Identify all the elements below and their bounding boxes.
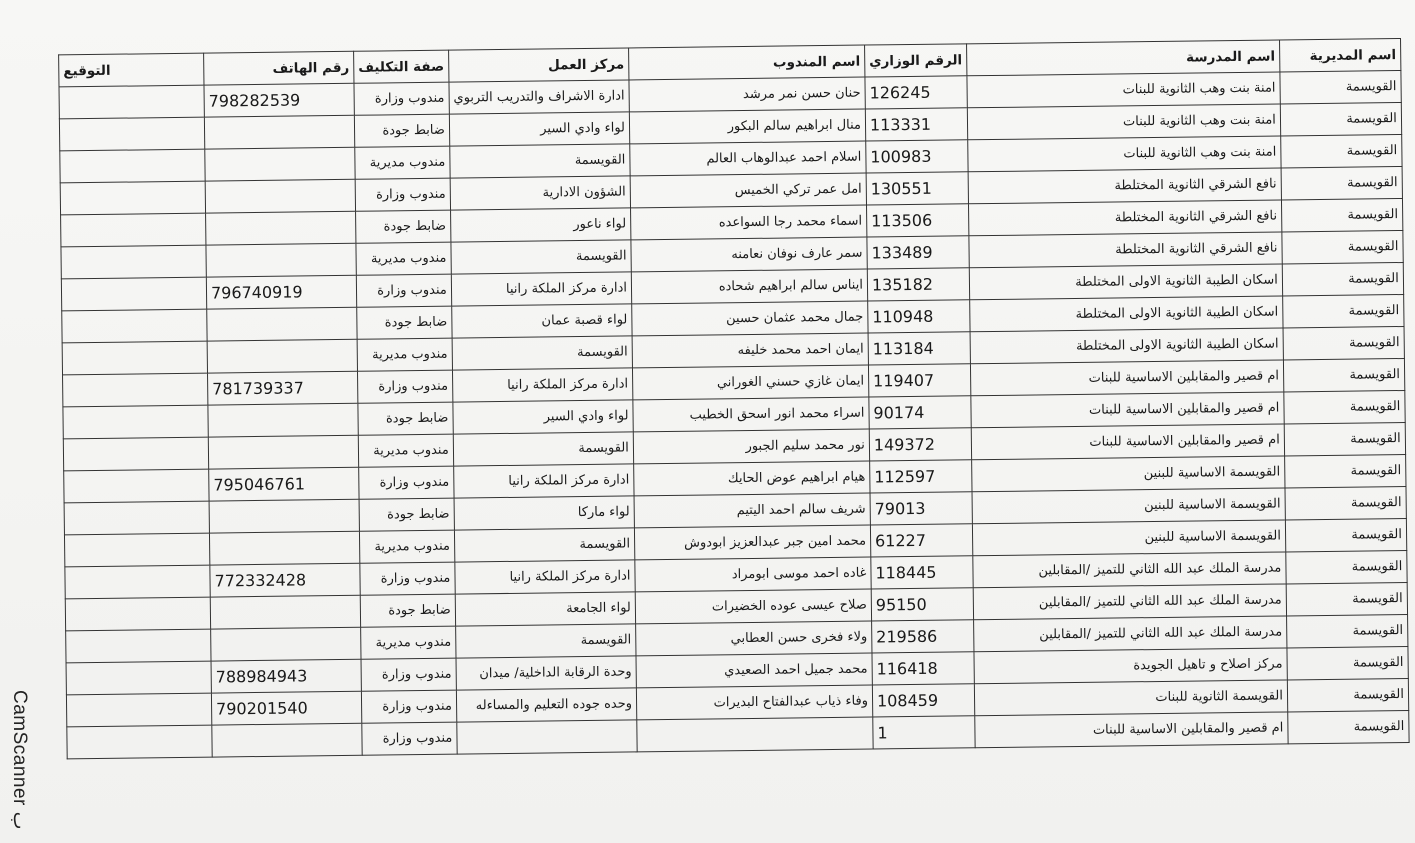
cell-ministry-no: 110948 xyxy=(868,300,970,333)
cell-delegate: ولاء فخرى حسن العطابي xyxy=(636,621,872,656)
cell-work-center: وحدة الرقابة الداخلية/ ميدان xyxy=(456,656,637,690)
cell-school: القويسمة الثانوية للبنات xyxy=(974,680,1287,716)
cell-work-center: ادارة مركز الملكة رانيا xyxy=(451,272,632,306)
cell-school: مركز اصلاح و تاهيل الجويدة xyxy=(974,648,1287,684)
cell-school: ام قصير والمقابلين الاساسية للبنات xyxy=(975,712,1288,748)
cell-delegate: اسراء محمد انور اسحق الخطيب xyxy=(633,397,869,432)
cell-directorate: القويسمة xyxy=(1281,166,1402,199)
header-work-center: مركز العمل xyxy=(448,48,629,82)
cell-assignment: ضابط جودة xyxy=(356,210,451,243)
cell-assignment: مندوب وزارة xyxy=(360,562,455,595)
cell-delegate: محمد جميل احمد الصعيدي xyxy=(636,653,872,688)
cell-delegate: وفاء ذياب عبدالفتاح البديرات xyxy=(636,685,872,720)
cell-assignment: مندوب وزارة xyxy=(356,274,451,307)
cell-phone xyxy=(207,339,357,373)
cell-ministry-no: 126245 xyxy=(865,76,967,109)
cell-work-center xyxy=(457,720,638,754)
cell-directorate: القويسمة xyxy=(1286,582,1407,615)
cell-directorate: القويسمة xyxy=(1288,710,1409,743)
cell-delegate: صلاح عيسى عوده الخضيرات xyxy=(635,589,871,624)
cell-school: مدرسة الملك عبد الله الثاني للتميز /المقابلين xyxy=(973,552,1286,588)
cell-delegate: شريف سالم احمد اليتيم xyxy=(634,493,870,528)
cell-phone: 781739337 xyxy=(208,371,358,405)
cell-phone: 772332428 xyxy=(210,563,360,597)
cell-directorate: القويسمة xyxy=(1287,646,1408,679)
header-signature: التوقيع xyxy=(59,53,204,87)
cell-signature xyxy=(60,181,205,215)
cell-directorate: القويسمة xyxy=(1282,230,1403,263)
cell-work-center: القويسمة xyxy=(451,240,632,274)
cell-phone xyxy=(210,595,360,629)
cell-assignment: مندوب وزارة xyxy=(362,722,457,755)
cell-delegate: غاده احمد موسى ابومراد xyxy=(635,557,871,592)
cell-assignment: مندوب وزارة xyxy=(361,658,456,691)
cell-assignment: ضابط جودة xyxy=(359,498,454,531)
cell-ministry-no: 219586 xyxy=(872,620,974,653)
cell-ministry-no: 108459 xyxy=(872,684,974,717)
cell-ministry-no: 130551 xyxy=(866,172,968,205)
cell-directorate: القويسمة xyxy=(1281,198,1402,231)
cell-phone xyxy=(206,243,356,277)
header-directorate: اسم المديرية xyxy=(1279,39,1400,72)
cell-school: اسكان الطيبة الثانوية الاولى المختلطة xyxy=(970,296,1283,332)
cell-delegate: اسماء محمد رجا السواعده xyxy=(630,205,866,240)
cell-school: مدرسة الملك عبد الله الثاني للتميز /المقابلين xyxy=(973,616,1286,652)
cell-assignment: مندوب وزارة xyxy=(355,178,450,211)
cell-assignment: ضابط جودة xyxy=(357,306,452,339)
cell-signature xyxy=(61,245,206,279)
cell-ministry-no: 90174 xyxy=(869,396,971,429)
header-assignment: صفة التكليف xyxy=(354,50,449,83)
cell-ministry-no: 113184 xyxy=(868,332,970,365)
cell-work-center: ادارة مركز الملكة رانيا xyxy=(452,368,633,402)
cell-directorate: القويسمة xyxy=(1285,518,1406,551)
cell-ministry-no: 113506 xyxy=(866,204,968,237)
cell-school: مدرسة الملك عبد الله الثاني للتميز /المقابلين xyxy=(973,584,1286,620)
cell-signature xyxy=(62,341,207,375)
cell-school: نافع الشرقي الثانوية المختلطة xyxy=(968,168,1281,204)
cell-signature xyxy=(66,661,211,695)
cell-delegate: نور محمد سليم الجبور xyxy=(633,429,869,464)
cell-directorate: القويسمة xyxy=(1284,454,1405,487)
table-body xyxy=(59,71,1409,759)
camscanner-watermark: CamScanner ب xyxy=(9,690,30,830)
cell-signature xyxy=(63,437,208,471)
cell-ministry-no: 61227 xyxy=(870,524,972,557)
cell-work-center: لواء وادي السير xyxy=(453,400,634,434)
cell-ministry-no: 149372 xyxy=(869,428,971,461)
cell-assignment: مندوب وزارة xyxy=(359,466,454,499)
cell-signature xyxy=(65,565,210,599)
cell-directorate: القويسمة xyxy=(1284,422,1405,455)
cell-assignment: مندوب مديرية xyxy=(355,146,450,179)
cell-phone xyxy=(208,403,358,437)
cell-assignment: ضابط جودة xyxy=(354,114,449,147)
cell-work-center: القويسمة xyxy=(450,144,631,178)
cell-school: ام قصير والمقابلين الاساسية للبنات xyxy=(970,360,1283,396)
cell-assignment: مندوب مديرية xyxy=(357,338,452,371)
cell-work-center: ادارة مركز الملكة رانيا xyxy=(453,464,634,498)
cell-ministry-no: 79013 xyxy=(870,492,972,525)
cell-directorate: القويسمة xyxy=(1285,486,1406,519)
cell-ministry-no: 95150 xyxy=(871,588,973,621)
cell-phone xyxy=(211,627,361,661)
cell-phone xyxy=(212,723,362,757)
cell-assignment: مندوب وزارة xyxy=(361,690,456,723)
cell-delegate: هيام ابراهيم عوض الحايك xyxy=(634,461,870,496)
cell-signature xyxy=(66,629,211,663)
cell-phone: 795046761 xyxy=(209,467,359,501)
header-school: اسم المدرسة xyxy=(966,40,1279,76)
cell-work-center: لواء الجامعة xyxy=(455,592,636,626)
cell-school: اسكان الطيبة الثانوية الاولى المختلطة xyxy=(970,328,1283,364)
cell-phone xyxy=(209,531,359,565)
cell-delegate: امل عمر تركي الخميس xyxy=(630,173,866,208)
cell-phone: 798282539 xyxy=(204,83,354,117)
cell-delegate: ايمان احمد محمد خليفه xyxy=(632,333,868,368)
cell-delegate: حنان حسن نمر مرشد xyxy=(629,77,865,112)
cell-ministry-no: 119407 xyxy=(868,364,970,397)
cell-school: ام قصير والمقابلين الاساسية للبنات xyxy=(971,392,1284,428)
cell-delegate: اسلام احمد عبدالوهاب العالم xyxy=(630,141,866,176)
cell-directorate: القويسمة xyxy=(1286,614,1407,647)
cell-signature xyxy=(61,277,206,311)
cell-phone: 788984943 xyxy=(211,659,361,693)
cell-work-center: الشؤون الادارية xyxy=(450,176,631,210)
cell-delegate: سمر عارف نوفان نعامنه xyxy=(631,237,867,272)
cell-signature xyxy=(67,725,212,759)
cell-work-center: لواء ناعور xyxy=(450,208,631,242)
cell-ministry-no: 100983 xyxy=(866,140,968,173)
cell-signature xyxy=(66,693,211,727)
cell-signature xyxy=(64,501,209,535)
header-delegate: اسم المندوب xyxy=(629,45,865,80)
cell-ministry-no: 118445 xyxy=(871,556,973,589)
cell-directorate: القويسمة xyxy=(1280,103,1401,136)
cell-directorate: القويسمة xyxy=(1283,358,1404,391)
header-ministry-no: الرقم الوزاري xyxy=(864,44,966,77)
cell-work-center: القويسمة xyxy=(452,336,633,370)
cell-directorate: القويسمة xyxy=(1283,326,1404,359)
cell-school: القويسمة الاساسية للبنين xyxy=(971,456,1284,492)
cell-ministry-no: 113331 xyxy=(865,108,967,141)
cell-phone xyxy=(206,211,356,245)
cell-signature xyxy=(61,213,206,247)
cell-assignment: مندوب مديرية xyxy=(359,530,454,563)
cell-school: ام قصير والمقابلين الاساسية للبنات xyxy=(971,424,1284,460)
cell-school: امنة بنت وهب الثانوية للبنات xyxy=(967,72,1280,108)
cell-ministry-no: 1 xyxy=(873,716,975,749)
delegates-table xyxy=(58,38,1409,759)
cell-assignment: مندوب وزارة xyxy=(357,370,452,403)
cell-signature xyxy=(62,309,207,343)
cell-ministry-no: 116418 xyxy=(872,652,974,685)
cell-work-center: لواء وادي السير xyxy=(449,112,630,146)
cell-delegate xyxy=(637,717,873,752)
cell-assignment: ضابط جودة xyxy=(358,402,453,435)
cell-school: امنة بنت وهب الثانوية للبنات xyxy=(968,136,1281,172)
cell-school: القويسمة الاساسية للبنين xyxy=(972,520,1285,556)
cell-signature xyxy=(63,405,208,439)
cell-work-center: القويسمة xyxy=(454,528,635,562)
cell-directorate: القويسمة xyxy=(1280,71,1401,104)
cell-signature xyxy=(59,117,204,151)
cell-phone: 796740919 xyxy=(206,275,356,309)
cell-work-center: القويسمة xyxy=(453,432,634,466)
cell-work-center: القويسمة xyxy=(455,624,636,658)
cell-phone xyxy=(205,179,355,213)
cell-assignment: مندوب مديرية xyxy=(361,626,456,659)
header-phone: رقم الهاتف xyxy=(204,51,354,85)
cell-school: امنة بنت وهب الثانوية للبنات xyxy=(967,104,1280,140)
cell-signature xyxy=(64,533,209,567)
cell-work-center: ادارة مركز الملكة رانيا xyxy=(455,560,636,594)
cell-ministry-no: 112597 xyxy=(870,460,972,493)
cell-school: نافع الشرقي الثانوية المختلطة xyxy=(968,200,1281,236)
cell-signature xyxy=(64,469,209,503)
cell-signature xyxy=(65,597,210,631)
cell-school: اسكان الطيبة الثانوية الاولى المختلطة xyxy=(969,264,1282,300)
cell-work-center: ادارة الاشراف والتدريب التربوي xyxy=(449,80,630,114)
cell-assignment: مندوب وزارة xyxy=(354,82,449,115)
cell-directorate: القويسمة xyxy=(1281,134,1402,167)
cell-work-center: لواء قصبة عمان xyxy=(452,304,633,338)
cell-delegate: ايمان غازي حسني الغوراني xyxy=(632,365,868,400)
cell-phone xyxy=(209,499,359,533)
cell-signature xyxy=(63,373,208,407)
cell-signature xyxy=(60,149,205,183)
cell-phone: 790201540 xyxy=(211,691,361,725)
cell-work-center: لواء ماركا xyxy=(454,496,635,530)
cell-work-center: وحده جوده التعليم والمساءله xyxy=(456,688,637,722)
cell-delegate: محمد امين جبر عبدالعزيز ابودوش xyxy=(634,525,870,560)
cell-assignment: ضابط جودة xyxy=(360,594,455,627)
cell-phone xyxy=(207,307,357,341)
cell-delegate: جمال محمد عثمان حسين xyxy=(632,301,868,336)
cell-ministry-no: 133489 xyxy=(867,236,969,269)
cell-school: القويسمة الاساسية للبنين xyxy=(972,488,1285,524)
cell-delegate: منال ابراهيم سالم البكور xyxy=(629,109,865,144)
cell-directorate: القويسمة xyxy=(1284,390,1405,423)
cell-directorate: القويسمة xyxy=(1282,262,1403,295)
cell-delegate: ايناس سالم ابراهيم شحاده xyxy=(631,269,867,304)
cell-ministry-no: 135182 xyxy=(867,268,969,301)
cell-directorate: القويسمة xyxy=(1287,678,1408,711)
cell-phone xyxy=(208,435,358,469)
cell-assignment: مندوب مديرية xyxy=(356,242,451,275)
cell-phone xyxy=(204,115,354,149)
cell-assignment: مندوب مديرية xyxy=(358,434,453,467)
cell-phone xyxy=(205,147,355,181)
cell-school: نافع الشرقي الثانوية المختلطة xyxy=(969,232,1282,268)
cell-directorate: القويسمة xyxy=(1283,294,1404,327)
cell-signature xyxy=(59,85,204,119)
cell-directorate: القويسمة xyxy=(1286,550,1407,583)
